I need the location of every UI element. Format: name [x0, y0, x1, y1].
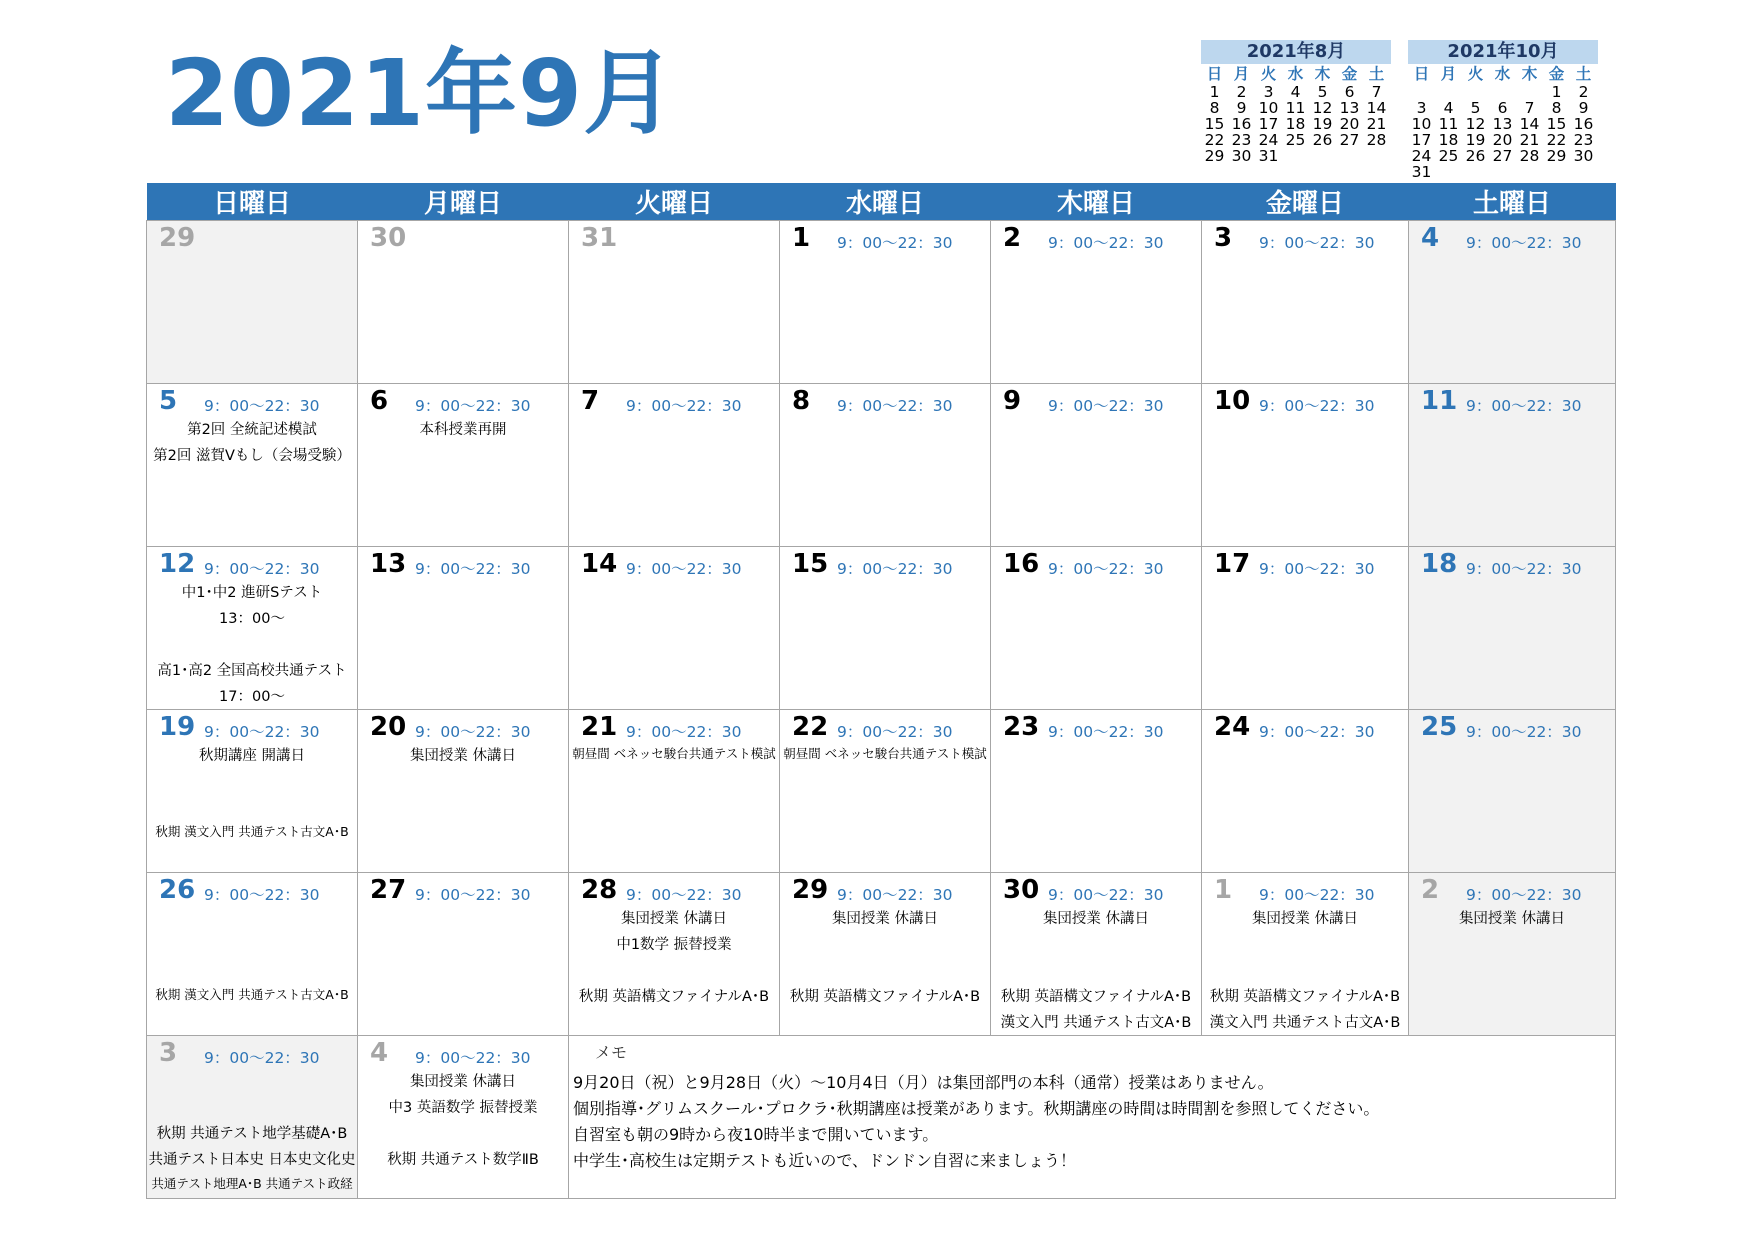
mini-day: 14 [1519, 115, 1540, 133]
day-number: 16 [1003, 549, 1040, 579]
day-cell[interactable] [991, 221, 1202, 384]
week-row [147, 873, 1616, 1036]
memo-line: 自習室も朝の9時から夜10時半まで開いています。 [573, 1125, 939, 1144]
weekday-header: 水曜日 [780, 183, 991, 221]
day-cell[interactable] [569, 547, 780, 710]
open-hours: 9：00～22：30 [415, 723, 531, 741]
open-hours: 9：00～22：30 [204, 560, 320, 578]
day-cell[interactable] [780, 221, 991, 384]
event-text: 秋期 英語構文ファイナルA･B [789, 989, 981, 1005]
day-number: 9 [1003, 386, 1022, 416]
day-number: 14 [581, 549, 618, 579]
event-text: 集団授業 休講日 [1042, 911, 1150, 927]
day-cell[interactable] [1409, 221, 1616, 384]
day-cell[interactable] [1409, 547, 1616, 710]
day-cell[interactable] [147, 873, 358, 1036]
day-number: 21 [581, 712, 618, 742]
event-text: 集団授業 休講日 [409, 748, 517, 764]
open-hours: 9：00～22：30 [837, 397, 953, 415]
mini-day: 18 [1285, 115, 1306, 133]
memo-line: 9月20日（祝）と9月28日（火）～10月4日（月）は集団部門の本科（通常）授業はありません。 [573, 1073, 1274, 1092]
mini-day: 6 [1344, 83, 1355, 101]
mini-weekday-label: 水 [1494, 65, 1511, 83]
day-cell[interactable] [1202, 710, 1409, 873]
mini-day: 8 [1551, 99, 1562, 117]
open-hours: 9：00～22：30 [1048, 234, 1164, 252]
open-hours: 9：00～22：30 [1466, 397, 1582, 415]
day-cell[interactable] [569, 710, 780, 873]
mini-day: 29 [1546, 147, 1567, 165]
mini-weekday-label: 火 [1260, 65, 1277, 83]
day-number: 6 [370, 386, 389, 416]
event-text: 秋期 漢文入門 共通テスト古文A･B [155, 987, 349, 1002]
mini-calendar-october [1408, 40, 1598, 180]
mini-day: 10 [1411, 115, 1432, 133]
day-number: 7 [581, 386, 600, 416]
day-number: 28 [581, 875, 618, 905]
mini-day: 15 [1546, 115, 1567, 133]
week-row [147, 221, 1616, 384]
open-hours: 9：00～22：30 [1466, 886, 1582, 904]
event-text: 秋期講座 開講日 [198, 748, 306, 764]
mini-day [1570, 164, 1597, 180]
week-row [147, 1036, 1616, 1199]
day-cell[interactable] [147, 1036, 358, 1199]
event-text: 中1･中2 進研Sテスト [181, 585, 323, 601]
memo-title: メモ [595, 1043, 628, 1062]
day-number: 2 [1421, 875, 1440, 905]
event-text: 中1数学 振替授業 [616, 937, 732, 953]
mini-day: 2 [1578, 83, 1589, 101]
mini-day: 19 [1465, 131, 1486, 149]
mini-day: 16 [1231, 115, 1252, 133]
mini-day: 23 [1231, 131, 1252, 149]
mini-day: 1 [1209, 83, 1220, 101]
mini-calendar-title: 2021年10月 [1408, 40, 1598, 64]
day-number: 4 [370, 1038, 389, 1068]
day-number: 11 [1421, 386, 1458, 416]
open-hours: 9：00～22：30 [626, 723, 742, 741]
day-cell[interactable] [569, 873, 780, 1036]
event-text: 共通テスト地理A･B 共通テスト政経 [151, 1176, 353, 1191]
mini-day [1309, 148, 1336, 164]
day-number: 30 [1003, 875, 1040, 905]
open-hours: 9：00～22：30 [204, 1049, 320, 1067]
mini-weekday-label: 火 [1467, 65, 1484, 83]
open-hours: 9：00～22：30 [837, 234, 953, 252]
day-cell[interactable] [1202, 384, 1409, 547]
mini-day: 24 [1258, 131, 1279, 149]
mini-day: 18 [1438, 131, 1459, 149]
month-calendar [146, 183, 1616, 1199]
day-number: 1 [792, 223, 811, 253]
week-row [147, 547, 1616, 710]
event-text: 第2回 滋賀Vもし（会場受験） [153, 448, 351, 464]
memo-line: 中学生･高校生は定期テストも近いので、ドンドン自習に来ましょう！ [573, 1151, 1077, 1170]
day-number: 1 [1214, 875, 1233, 905]
weekday-header: 火曜日 [569, 183, 780, 221]
day-number: 25 [1421, 712, 1458, 742]
mini-day: 9 [1578, 99, 1589, 117]
mini-day [1489, 84, 1516, 100]
day-number: 15 [792, 549, 829, 579]
day-cell[interactable] [1409, 710, 1616, 873]
page-title: 2021年9月 [165, 40, 677, 147]
event-text: 高1･高2 全国高校共通テスト [157, 663, 347, 679]
event-text: 共通テスト日本史 日本史文化史 [148, 1152, 356, 1168]
event-text: 秋期 英語構文ファイナルA･B [1209, 989, 1401, 1005]
mini-day: 13 [1492, 115, 1513, 133]
mini-day: 4 [1443, 99, 1454, 117]
mini-day: 28 [1366, 131, 1387, 149]
open-hours: 9：00～22：30 [1259, 560, 1375, 578]
day-number: 3 [159, 1038, 178, 1068]
mini-day: 7 [1371, 83, 1382, 101]
memo-line: 個別指導･グリムスクール･プロクラ･秋期講座は授業があります。秋期講座の時間は時間割を参照してください。 [573, 1099, 1380, 1118]
mini-day: 10 [1258, 99, 1279, 117]
mini-day: 11 [1438, 115, 1459, 133]
event-text: 秋期 漢文入門 共通テスト古文A･B [155, 824, 349, 839]
mini-weekday-label: 水 [1287, 65, 1304, 83]
day-number: 10 [1214, 386, 1251, 416]
day-cell[interactable] [147, 221, 358, 384]
open-hours: 9：00～22：30 [204, 397, 320, 415]
mini-day: 22 [1204, 131, 1225, 149]
day-number: 29 [792, 875, 829, 905]
event-text: 本科授業再開 [419, 422, 507, 438]
memo-area[interactable] [569, 1036, 1616, 1199]
weekday-header: 月曜日 [358, 183, 569, 221]
mini-weekday-label: 木 [1314, 65, 1331, 83]
event-text: 朝昼間 ベネッセ駿台共通テスト模試 [783, 746, 987, 761]
mini-day: 26 [1465, 147, 1486, 165]
open-hours: 9：00～22：30 [1048, 560, 1164, 578]
day-number: 31 [581, 223, 618, 253]
day-cell[interactable] [358, 221, 569, 384]
open-hours: 9：00～22：30 [1259, 234, 1375, 252]
open-hours: 9：00～22：30 [1048, 397, 1164, 415]
event-text: 中3 英語数学 振替授業 [388, 1100, 538, 1116]
mini-day [1543, 164, 1570, 180]
event-text: 朝昼間 ベネッセ駿台共通テスト模試 [572, 746, 776, 761]
mini-day [1462, 84, 1489, 100]
mini-day [1336, 148, 1363, 164]
mini-day: 27 [1339, 131, 1360, 149]
mini-day: 20 [1492, 131, 1513, 149]
mini-day [1516, 164, 1543, 180]
open-hours: 9：00～22：30 [415, 886, 531, 904]
mini-weekday-label: 土 [1575, 65, 1592, 83]
day-cell[interactable] [780, 547, 991, 710]
open-hours: 9：00～22：30 [1259, 397, 1375, 415]
day-cell[interactable] [991, 873, 1202, 1036]
mini-day: 25 [1285, 131, 1306, 149]
mini-day: 30 [1573, 147, 1594, 165]
week-row [147, 384, 1616, 547]
mini-day: 22 [1546, 131, 1567, 149]
open-hours: 9：00～22：30 [204, 886, 320, 904]
mini-day: 24 [1411, 147, 1432, 165]
weekday-header: 木曜日 [991, 183, 1202, 221]
open-hours: 9：00～22：30 [837, 723, 953, 741]
mini-day [1363, 148, 1390, 164]
mini-day: 17 [1258, 115, 1279, 133]
mini-day: 1 [1551, 83, 1562, 101]
day-cell[interactable] [1409, 384, 1616, 547]
day-cell[interactable] [1202, 547, 1409, 710]
event-text: 集団授業 休講日 [831, 911, 939, 927]
mini-day: 4 [1290, 83, 1301, 101]
event-text: 漢文入門 共通テスト古文A･B [1000, 1015, 1192, 1031]
event-text: 秋期 英語構文ファイナルA･B [1000, 989, 1192, 1005]
day-number: 5 [159, 386, 178, 416]
day-cell[interactable] [147, 384, 358, 547]
day-cell[interactable] [991, 547, 1202, 710]
mini-day: 14 [1366, 99, 1387, 117]
day-number: 30 [370, 223, 407, 253]
open-hours: 9：00～22：30 [1466, 560, 1582, 578]
open-hours: 9：00～22：30 [837, 560, 953, 578]
day-cell[interactable] [358, 710, 569, 873]
mini-day [1489, 164, 1516, 180]
mini-day: 31 [1411, 163, 1432, 181]
mini-day: 27 [1492, 147, 1513, 165]
day-cell[interactable] [569, 384, 780, 547]
open-hours: 9：00～22：30 [1048, 723, 1164, 741]
open-hours: 9：00～22：30 [626, 397, 742, 415]
day-cell[interactable] [991, 710, 1202, 873]
event-text: 集団授業 休講日 [1251, 911, 1359, 927]
mini-day [1462, 164, 1489, 180]
mini-day: 21 [1519, 131, 1540, 149]
day-number: 18 [1421, 549, 1458, 579]
mini-day: 8 [1209, 99, 1220, 117]
mini-day: 9 [1236, 99, 1247, 117]
event-text: 漢文入門 共通テスト古文A･B [1209, 1015, 1401, 1031]
open-hours: 9：00～22：30 [626, 560, 742, 578]
day-number: 19 [159, 712, 196, 742]
mini-day: 31 [1258, 147, 1279, 165]
day-cell[interactable] [147, 710, 358, 873]
event-text: 秋期 共通テスト数学ⅡB [387, 1152, 539, 1168]
weekday-header: 金曜日 [1202, 183, 1409, 221]
event-text: 集団授業 休講日 [620, 911, 728, 927]
mini-weekday-label: 金 [1341, 65, 1358, 83]
mini-weekday-label: 月 [1440, 65, 1457, 83]
day-cell[interactable] [780, 384, 991, 547]
day-cell[interactable] [358, 547, 569, 710]
event-text: 秋期 英語構文ファイナルA･B [578, 989, 770, 1005]
day-number: 17 [1214, 549, 1251, 579]
weekday-header: 土曜日 [1409, 183, 1616, 221]
mini-day [1282, 148, 1309, 164]
event-text: 13：00～ [219, 611, 285, 627]
mini-day: 30 [1231, 147, 1252, 165]
day-cell[interactable] [1202, 873, 1409, 1036]
mini-weekday-label: 木 [1521, 65, 1538, 83]
day-number: 27 [370, 875, 407, 905]
mini-weekday-label: 金 [1548, 65, 1565, 83]
open-hours: 9：00～22：30 [415, 1049, 531, 1067]
open-hours: 9：00～22：30 [1259, 886, 1375, 904]
mini-day: 29 [1204, 147, 1225, 165]
mini-day: 28 [1519, 147, 1540, 165]
open-hours: 9：00～22：30 [1048, 886, 1164, 904]
mini-calendar-august [1201, 40, 1391, 164]
weekday-header: 日曜日 [147, 183, 358, 221]
mini-day: 5 [1317, 83, 1328, 101]
day-number: 4 [1421, 223, 1440, 253]
mini-day: 3 [1416, 99, 1427, 117]
mini-weekday-label: 日 [1413, 65, 1430, 83]
day-number: 29 [159, 223, 196, 253]
day-number: 22 [792, 712, 829, 742]
day-cell[interactable] [358, 384, 569, 547]
open-hours: 9：00～22：30 [415, 397, 531, 415]
mini-day: 19 [1312, 115, 1333, 133]
day-cell[interactable] [569, 221, 780, 384]
open-hours: 9：00～22：30 [837, 886, 953, 904]
mini-day: 16 [1573, 115, 1594, 133]
mini-day [1435, 164, 1462, 180]
mini-day: 15 [1204, 115, 1225, 133]
day-number: 13 [370, 549, 407, 579]
day-cell[interactable] [1202, 221, 1409, 384]
open-hours: 9：00～22：30 [626, 886, 742, 904]
day-number: 8 [792, 386, 811, 416]
mini-calendar-grid [1201, 64, 1391, 164]
mini-day: 26 [1312, 131, 1333, 149]
mini-calendar-grid [1408, 64, 1598, 180]
day-cell[interactable] [147, 547, 358, 710]
mini-day: 21 [1366, 115, 1387, 133]
mini-day: 5 [1470, 99, 1481, 117]
open-hours: 9：00～22：30 [1259, 723, 1375, 741]
event-text: 秋期 共通テスト地学基礎A･B [156, 1126, 348, 1142]
open-hours: 9：00～22：30 [1466, 723, 1582, 741]
mini-day: 6 [1497, 99, 1508, 117]
mini-day: 12 [1312, 99, 1333, 117]
mini-weekday-label: 月 [1233, 65, 1250, 83]
mini-day: 17 [1411, 131, 1432, 149]
mini-weekday-label: 土 [1368, 65, 1385, 83]
event-text: 集団授業 休講日 [409, 1074, 517, 1090]
day-number: 2 [1003, 223, 1022, 253]
mini-day: 3 [1263, 83, 1274, 101]
open-hours: 9：00～22：30 [204, 723, 320, 741]
mini-day: 2 [1236, 83, 1247, 101]
mini-calendar-title: 2021年8月 [1201, 40, 1391, 64]
day-number: 20 [370, 712, 407, 742]
mini-day: 23 [1573, 131, 1594, 149]
day-cell[interactable] [1409, 873, 1616, 1036]
mini-day [1516, 84, 1543, 100]
mini-day: 12 [1465, 115, 1486, 133]
day-number: 23 [1003, 712, 1040, 742]
week-row [147, 710, 1616, 873]
day-cell[interactable] [780, 710, 991, 873]
event-text: 集団授業 休講日 [1458, 911, 1566, 927]
mini-day: 11 [1285, 99, 1306, 117]
mini-day: 7 [1524, 99, 1535, 117]
open-hours: 9：00～22：30 [1466, 234, 1582, 252]
mini-day: 13 [1339, 99, 1360, 117]
mini-day [1435, 84, 1462, 100]
weekday-header-row [147, 183, 1616, 221]
open-hours: 9：00～22：30 [415, 560, 531, 578]
day-number: 26 [159, 875, 196, 905]
mini-day [1408, 84, 1435, 100]
mini-weekday-label: 日 [1206, 65, 1223, 83]
mini-day: 25 [1438, 147, 1459, 165]
event-text: 第2回 全統記述模試 [187, 422, 317, 438]
event-text: 17：00～ [219, 689, 285, 705]
mini-day: 20 [1339, 115, 1360, 133]
day-number: 3 [1214, 223, 1233, 253]
day-number: 24 [1214, 712, 1251, 742]
day-cell[interactable] [358, 873, 569, 1036]
day-cell[interactable] [991, 384, 1202, 547]
day-cell[interactable] [780, 873, 991, 1036]
day-cell[interactable] [358, 1036, 569, 1199]
day-number: 12 [159, 549, 196, 579]
